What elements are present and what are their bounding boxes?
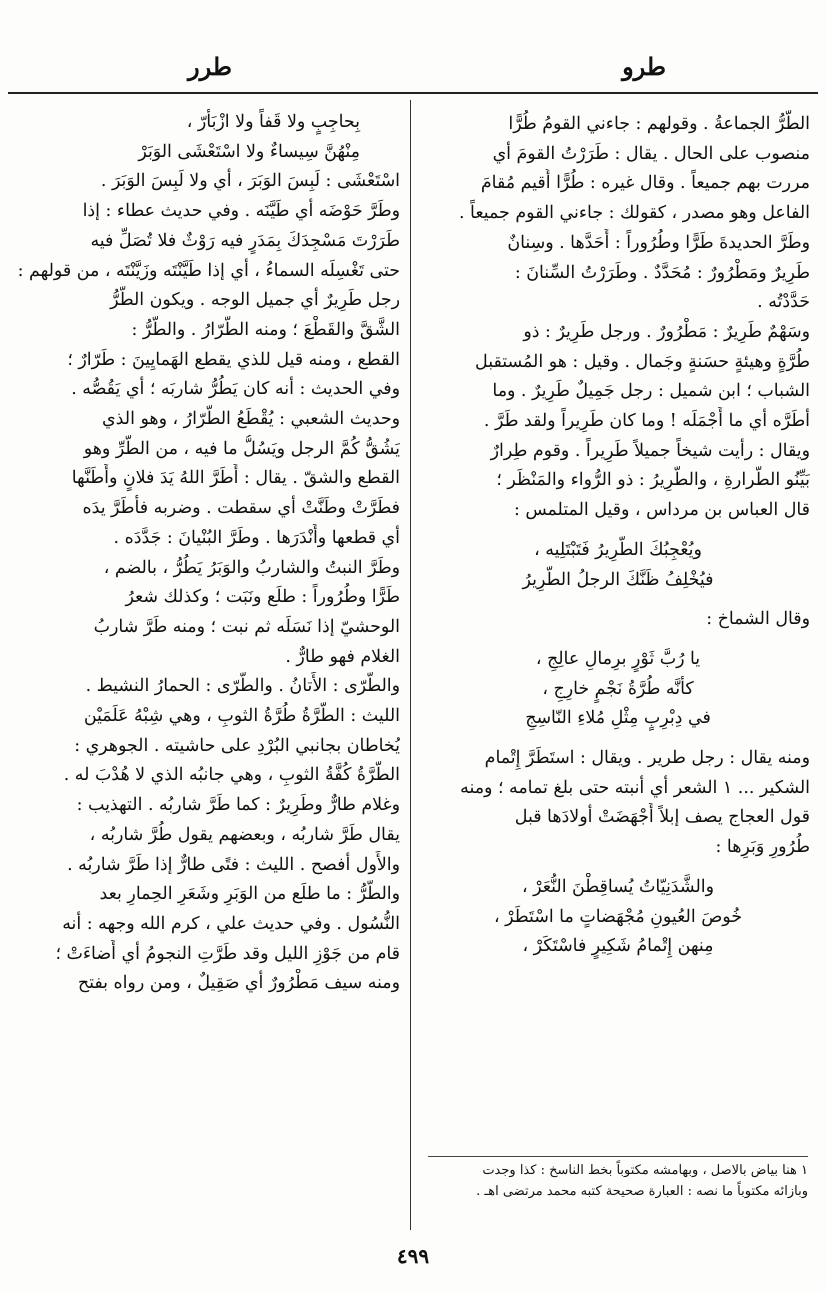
spacer [426,526,810,536]
text-line: يُخاطان بجانبي البُرْدِ على حاشيته . الجوهري : [74,735,400,756]
text-line: النُّسُول . وفي حديث علي ، كرم الله وجهه : أنه [62,913,400,934]
verse-line: بِحاجِبٍ ولا قَفاً ولا ازْبَأَرّ ، [186,112,360,132]
verse-line: خُوصَ العُيونِ مُجْهَضاتٍ ما اسْتَطَرْ ، [494,906,742,927]
text-line: وفي الحديث : أنه كان يَطُرُّ شاربَه ؛ أي يَقُصُّه . [71,379,400,400]
text-line: أي قطعها وأَنْدَرَها . وطَرَّ البُنْيانَ : جَدَّدَه . [113,527,400,548]
text-line: الوحشيّ إذا نَسَلَه ثم نبت ؛ ومنه طَرَّ شاربُ [93,616,400,637]
spacer [426,635,810,645]
text-line: وحديث الشعبي : يُقْطَعُ الطَّرّارُ ، وهو الذي [102,409,400,430]
text-line: الطُّرَّةُ كُفَّةُ الثوبِ ، وهي جانبُه الذي لا هُدْبَ له . [63,765,400,786]
spacer [426,863,810,873]
text-line: ومنه يقال : رجل طرير . ويقال : استَطَرَّ إِتْمام [484,748,810,769]
text-line: الشكير ... ١ الشعر أي أنبته حتى بلغ تمامه ؛ ومنه [460,777,810,798]
verse-line: في دِبْرِبٍ مِثْلِ مُلاءِ النّاسِجِ [525,708,711,729]
spacer [426,734,810,744]
text-line: الفاعل وهو مصدر ، كقولك : جاءني القوم جميعاً . [459,203,810,224]
column-divider [410,100,411,1230]
text-line: يقال طَرَّ شاربُه ، وبعضهم يقول طُرَّ شاربُه ، [89,824,400,845]
text-line: الشباب ؛ ابن شميل : رجل جَمِيلٌ طَرِيرٌ . وما [492,381,810,402]
text-line: طُرَّةٍ وهيئةٍ حسَنةٍ وجَمال . وقيل : هو المُستقبل [475,351,810,372]
text-line: والطُّرّى : الأَتانُ . والطُّرّى : الحمارُ النشيط . [85,676,400,697]
verse-line: مِنْهُنَّ سِيساءٌ ولا اسْتَعْشَى الوَبَرْ [138,141,360,162]
text-line: طَرَرْتَ مَسْجِدَكَ بِمَدَرٍ فيه رَوْثٌ فلا تُصَلِّ فيه [90,230,400,251]
text-line: طُرُورِ وَبَرِها : [715,837,810,858]
text-line: يَشُقُّ كُمَّ الرجل ويَسُلُّ ما فيه ، من الطَّرِّ وهو [83,438,400,459]
text-line: الغلام فهو طارٌّ . [285,646,400,667]
text-line: القطع ، ومنه قيل للذي يقطع الهَمايِينَ : طَرّارٌ ؛ [67,349,400,370]
text-line: والطُّرُّ : ما طلَع من الوَبَرِ وشَعَرِ الحِمارِ بعد [99,884,400,905]
text-line: وغلام طارٌّ وطَرِيرٌ : كما طَرَّ شاربُه . التهذيب : [76,795,400,816]
text-line: قول العجاج يصف إبلاً أَجْهَضَتْ أولادَها قبل [514,807,810,828]
verse-line: فيُخْلِفُ ظَنَّكَ الرجلُ الطَّرِيرُ [522,569,714,590]
text-line: طَرًّا وطُرُوراً : طلَع ونَبَت ؛ وكذلك شعرُ [125,587,400,608]
text-line: وقال الشماخ : [706,609,810,630]
footnote-line: ١ هنا بياض بالاصل ، وبهامشه مكتوباً بخط الناسخ : كذا وجدت [482,1163,808,1178]
text-line: وطَرَّ النبتُ والشاربُ والوَبَرُ يَطُرُّ ، بالضم ، [103,557,400,578]
text-line: أطَرَّه أي ما أَجْمَلَه ! وما كان طَرِيراً ولقد طَرَّ . [483,411,810,432]
footnote-rule [428,1156,808,1157]
text-line: وسَهْمٌ طَرِيرٌ : مَطْرُورٌ . ورجل طَرِيرٌ : ذو [523,321,810,342]
text-line: الشَّقَّ والقَطْعَ ؛ ومنه الطَّرّارُ . والطَّرُّ : [131,319,400,340]
spacer [426,595,810,605]
text-line: رجل طَرِيرٌ أي جميل الوجه . ويكون الطَّرُّ [110,290,400,311]
page-number: ٤٩٩ [396,1244,430,1268]
text-line: اسْتَعْشَى : لَبِسَ الوَبَرَ ، أي ولا لَبِسَ الوَبَرَ . [100,171,400,192]
text-line: فطَرَّتْ وطَنَّتْ أي سقطت . وضربه فأَطَرَّ يدَه [82,498,400,519]
header-word-left: طرر [188,52,232,81]
text-line: حَدَّدْتُه . [757,292,810,313]
footnote [420,1160,808,1202]
text-line: الطَّرُّ الجماعةُ . وقولهم : جاءني القومُ طُرًّا [508,114,810,134]
text-line: وطَرَّ الحديدةَ طَرًّا وطُرُوراً : أَحَدَّها . وسِنانٌ [507,232,810,253]
verse-line: يا رُبَّ ثَوْرٍ برِمالِ عالِجِ ، [535,648,701,669]
header-word-right: طرو [622,52,666,81]
text-line: منصوب على الحال . يقال : طَرَرْتُ القومَ أي [492,143,810,164]
text-line: الليث : الطُّرَّةُ طُرَّةُ الثوبِ ، وهي شِبْهُ عَلَمَيْن [83,706,400,727]
header-rule [8,92,818,94]
verse-line: ويُعْجِبُكَ الطَّرِيرُ فَتَبْتَلِيه ، [534,539,702,560]
text-line: قال العباس بن مرداس ، وقيل المتلمس : [513,500,810,521]
text-line: طَرِيرٌ ومَطْرُورٌ : مُحَدَّدٌ . وطَرَرْتُ السِّنانَ : [514,262,810,283]
left-column [16,108,400,999]
text-line: والأَول أفصح . الليث : فتًى طارٌّ إذا طَرَّ شاربُه . [67,854,400,875]
verse-line: مِنهن إِتْمامُ شَكِيرٍ فاسْتَكَرْ ، [522,936,714,957]
footnote-line: وبازائه مكتوباً ما نصه : العبارة صحيحة كتبه محمد مرتضى اهـ . [476,1184,808,1199]
right-column [426,110,810,962]
text-line: ويقال : رأيت شيخاً جميلاً طَرِيراً . وقوم طِرارٌ [490,440,810,461]
text-line: بَيِّنُو الطَّرارةِ ، والطَّرِيرُ : ذو الرُّواء والمَنْظَر ؛ [496,470,810,491]
text-line: القطع والشقّ . يقال : أَطَرَّ اللهُ يَدَ فلانٍ وأَطَنَّها [71,468,400,489]
text-line: ومنه سيف مَطْرُورٌ أي صَقِيلٌ ، ومن رواه بفتح [77,973,400,994]
text-line: حتى تَغْسِلَه السماءُ ، أي إذا طَيَّنْتَه وزَيَّنْتَه ، من قولهم : [17,260,400,281]
verse-line: كأَنَّه طُرَّةُ نَجْمٍ خارِجِ ، [542,678,694,699]
verse-line: والشَّدَنِيّاتُ يُساقِطْنَ النُّعَرْ ، [522,876,714,897]
text-line: وطَرَّ حَوْضَه أي طَيَّنَه . وفي حديث عطاء : إذا [82,201,400,222]
text-line: قام من جَوْزِ الليل وقد طَرَّتِ النجومُ أي أَضاءَتْ ؛ [55,943,400,964]
text-line: مررت بهم جميعاً . وقال غيره : طُرًّا أُقيم مُقامَ [480,173,810,194]
